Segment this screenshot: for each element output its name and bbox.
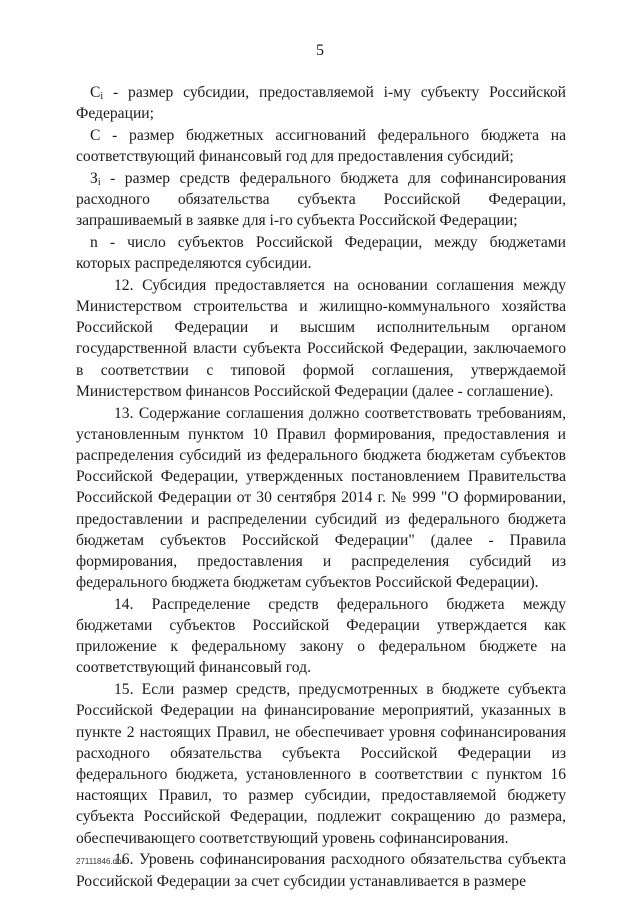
definition-ci: [76, 82, 566, 124]
definition-symbol: n: [90, 233, 98, 251]
document-body: [76, 82, 566, 892]
page-number: 5: [316, 42, 324, 59]
definition-symbol: C: [90, 126, 101, 144]
definition-subscript: i: [97, 176, 101, 188]
definition-c: [76, 125, 566, 167]
paragraph-13: 13. Содержание соглашения должно соответствовать требованиям, установленным пунктом 10 Правил формирования, предоставления и распределения субсидий из федерального бюджета бюджетам субъектов Российской Федерации, утвержденных постановлением Правительства Российской Федерации от 30 сентября 2014 г. № 999 "О формировании, предоставлении и распределении субсидий из федерального бюджета бюджетам субъектов Российской Федерации" (далее - Правила формирования, предоставления и распределения субсидий из федерального бюджета бюджетам субъектов Российской Федерации).: [76, 404, 566, 592]
definition-text: - размер субсидии, предоставляемой i-му субъекту Российской Федерации;: [76, 84, 566, 123]
definition-subscript: i: [100, 91, 104, 102]
definition-text: - размер бюджетных ассигнований федерального бюджета на соответствующий финансовый год для предоставления субсидий;: [76, 126, 566, 166]
footer-filename: 27111846.doc: [76, 857, 126, 866]
definition-text: - размер средств федерального бюджета для софинансирования расходного обязательства субъекта Российской Федерации, запрашиваемый в заявке для i-го субъекта Российской Федерации;: [76, 169, 566, 230]
definition-n: [76, 232, 566, 274]
definition-zi: [76, 168, 566, 232]
definition-text: - число субъектов Российской Федерации, между бюджетами которых распределяются субсидии.: [76, 233, 566, 273]
paragraph-12: 12. Субсидия предоставляется на основании соглашения между Министерством строительства и жилищно-коммунального хозяйства Российской Федерации и высшим исполнительным органом государственной власти субъекта Российской Федерации, заключаемого в соответствии с типовой формой соглашения, утверждаемой Министерством финансов Российской Федерации (далее - соглашение).: [76, 276, 566, 400]
paragraph-14: 14. Распределение средств федерального бюджета между бюджетами субъектов Российской Федерации утверждается как приложение к федеральному закону о федеральном бюджете на соответствующий финансовый год.: [76, 595, 566, 677]
paragraph-15: 15. Если размер средств, предусмотренных в бюджете субъекта Российской Федерации на финансирование мероприятий, указанных в пункте 2 настоящих Правил, не обеспечивает уровня софинансирования расходного обязательства субъекта Российской Федерации из федерального бюджета, установленного в соответствии с пунктом 16 настоящих Правил, то размер субсидии, предоставляемой бюджету субъекта Российской Федерации, подлежит сокращению до размера, обеспечивающего соответствующий уровень софинансирования.: [76, 681, 566, 847]
definition-symbol: C: [90, 84, 101, 101]
definition-symbol: З: [90, 169, 98, 187]
paragraph-16: 16. Уровень софинансирования расходного обязательства субъекта Российской Федерации за счет субсидии устанавливается в размере: [76, 851, 566, 890]
